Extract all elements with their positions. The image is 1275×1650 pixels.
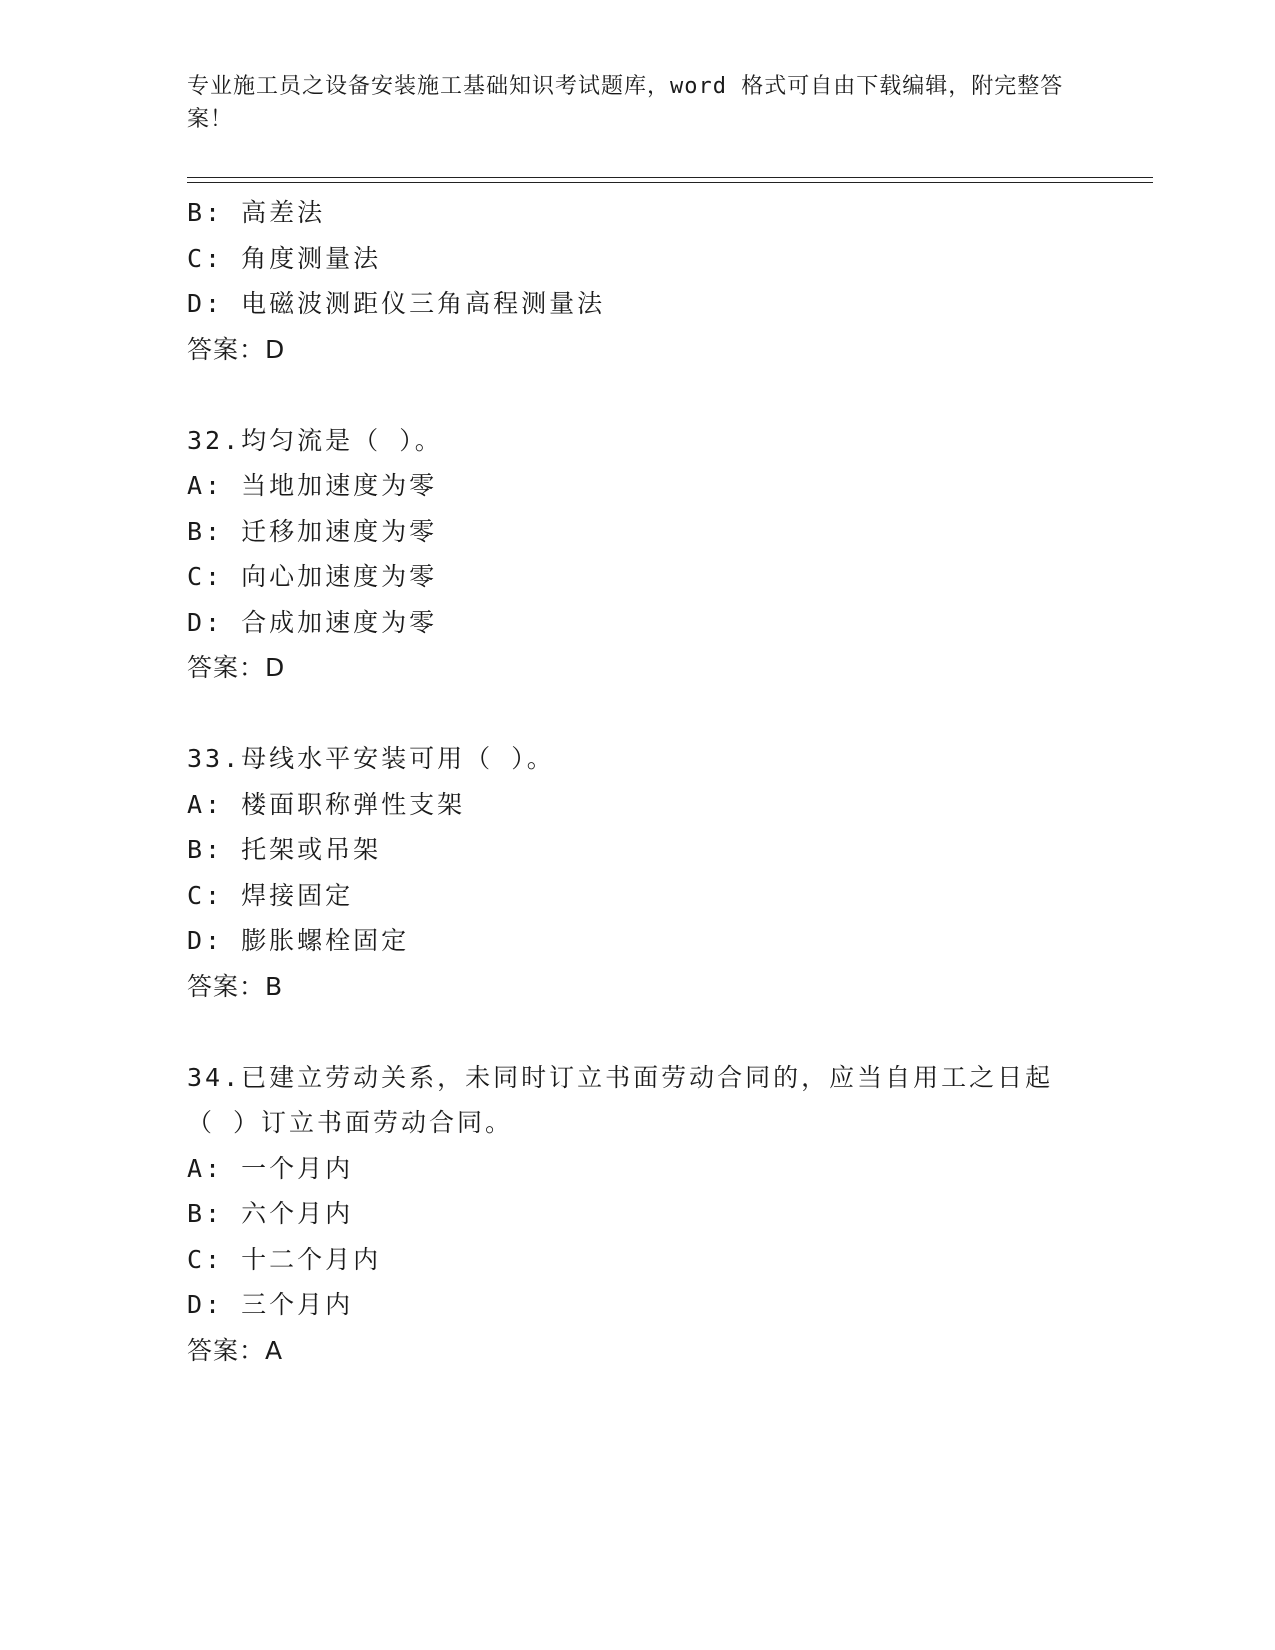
option-d: D: 三个月内 [187,1290,354,1319]
option-d: D: 膨胀螺栓固定 [187,926,410,955]
option-c: C: 角度测量法 [187,243,382,273]
question-stem: 33.母线水平安装可用（ ）。 [187,744,555,773]
option-d: D: 电磁波测距仪三角高程测量法 [187,289,606,318]
question-block-31 [187,190,1153,372]
question-list [187,190,1153,1373]
question-block-32 [187,418,1153,691]
option-d: D: 合成加速度为零 [187,607,438,637]
answer-line: 答案：A [187,1335,284,1365]
option-c: C: 十二个月内 [187,1244,382,1274]
header-divider-bottom [187,182,1153,183]
spacer [187,691,1153,737]
option-a: A: 当地加速度为零 [187,471,438,500]
question-stem-line-2: （ ）订立书面劳动合同。 [187,1108,514,1137]
option-b: B: 迁移加速度为零 [187,516,438,546]
option-c: C: 焊接固定 [187,880,354,910]
question-stem-line-1: 34.已建立劳动关系，未同时订立书面劳动合同的，应当自用工之日起 [187,1062,1054,1092]
document-title: 专业施工员之设备安装施工基础知识考试题库，word 格式可自由下载编辑，附完整答案！ [187,74,1064,132]
spacer [187,372,1153,418]
option-b: B: 托架或吊架 [187,835,382,864]
header-divider-top [187,177,1153,178]
option-c: C: 向心加速度为零 [187,562,438,591]
spacer [187,1009,1153,1055]
answer-line: 答案：B [187,971,284,1001]
question-block-33 [187,736,1153,1009]
option-a: A: 一个月内 [187,1153,354,1183]
question-stem: 32.均匀流是（ ）。 [187,425,443,455]
answer-line: 答案：D [187,334,286,364]
answer-line: 答案：D [187,653,286,682]
question-block-34 [187,1055,1153,1374]
option-b: B: 高差法 [187,198,326,227]
option-b: B: 六个月内 [187,1199,354,1228]
document-header [187,70,1067,136]
option-a: A: 楼面职称弹性支架 [187,789,466,819]
